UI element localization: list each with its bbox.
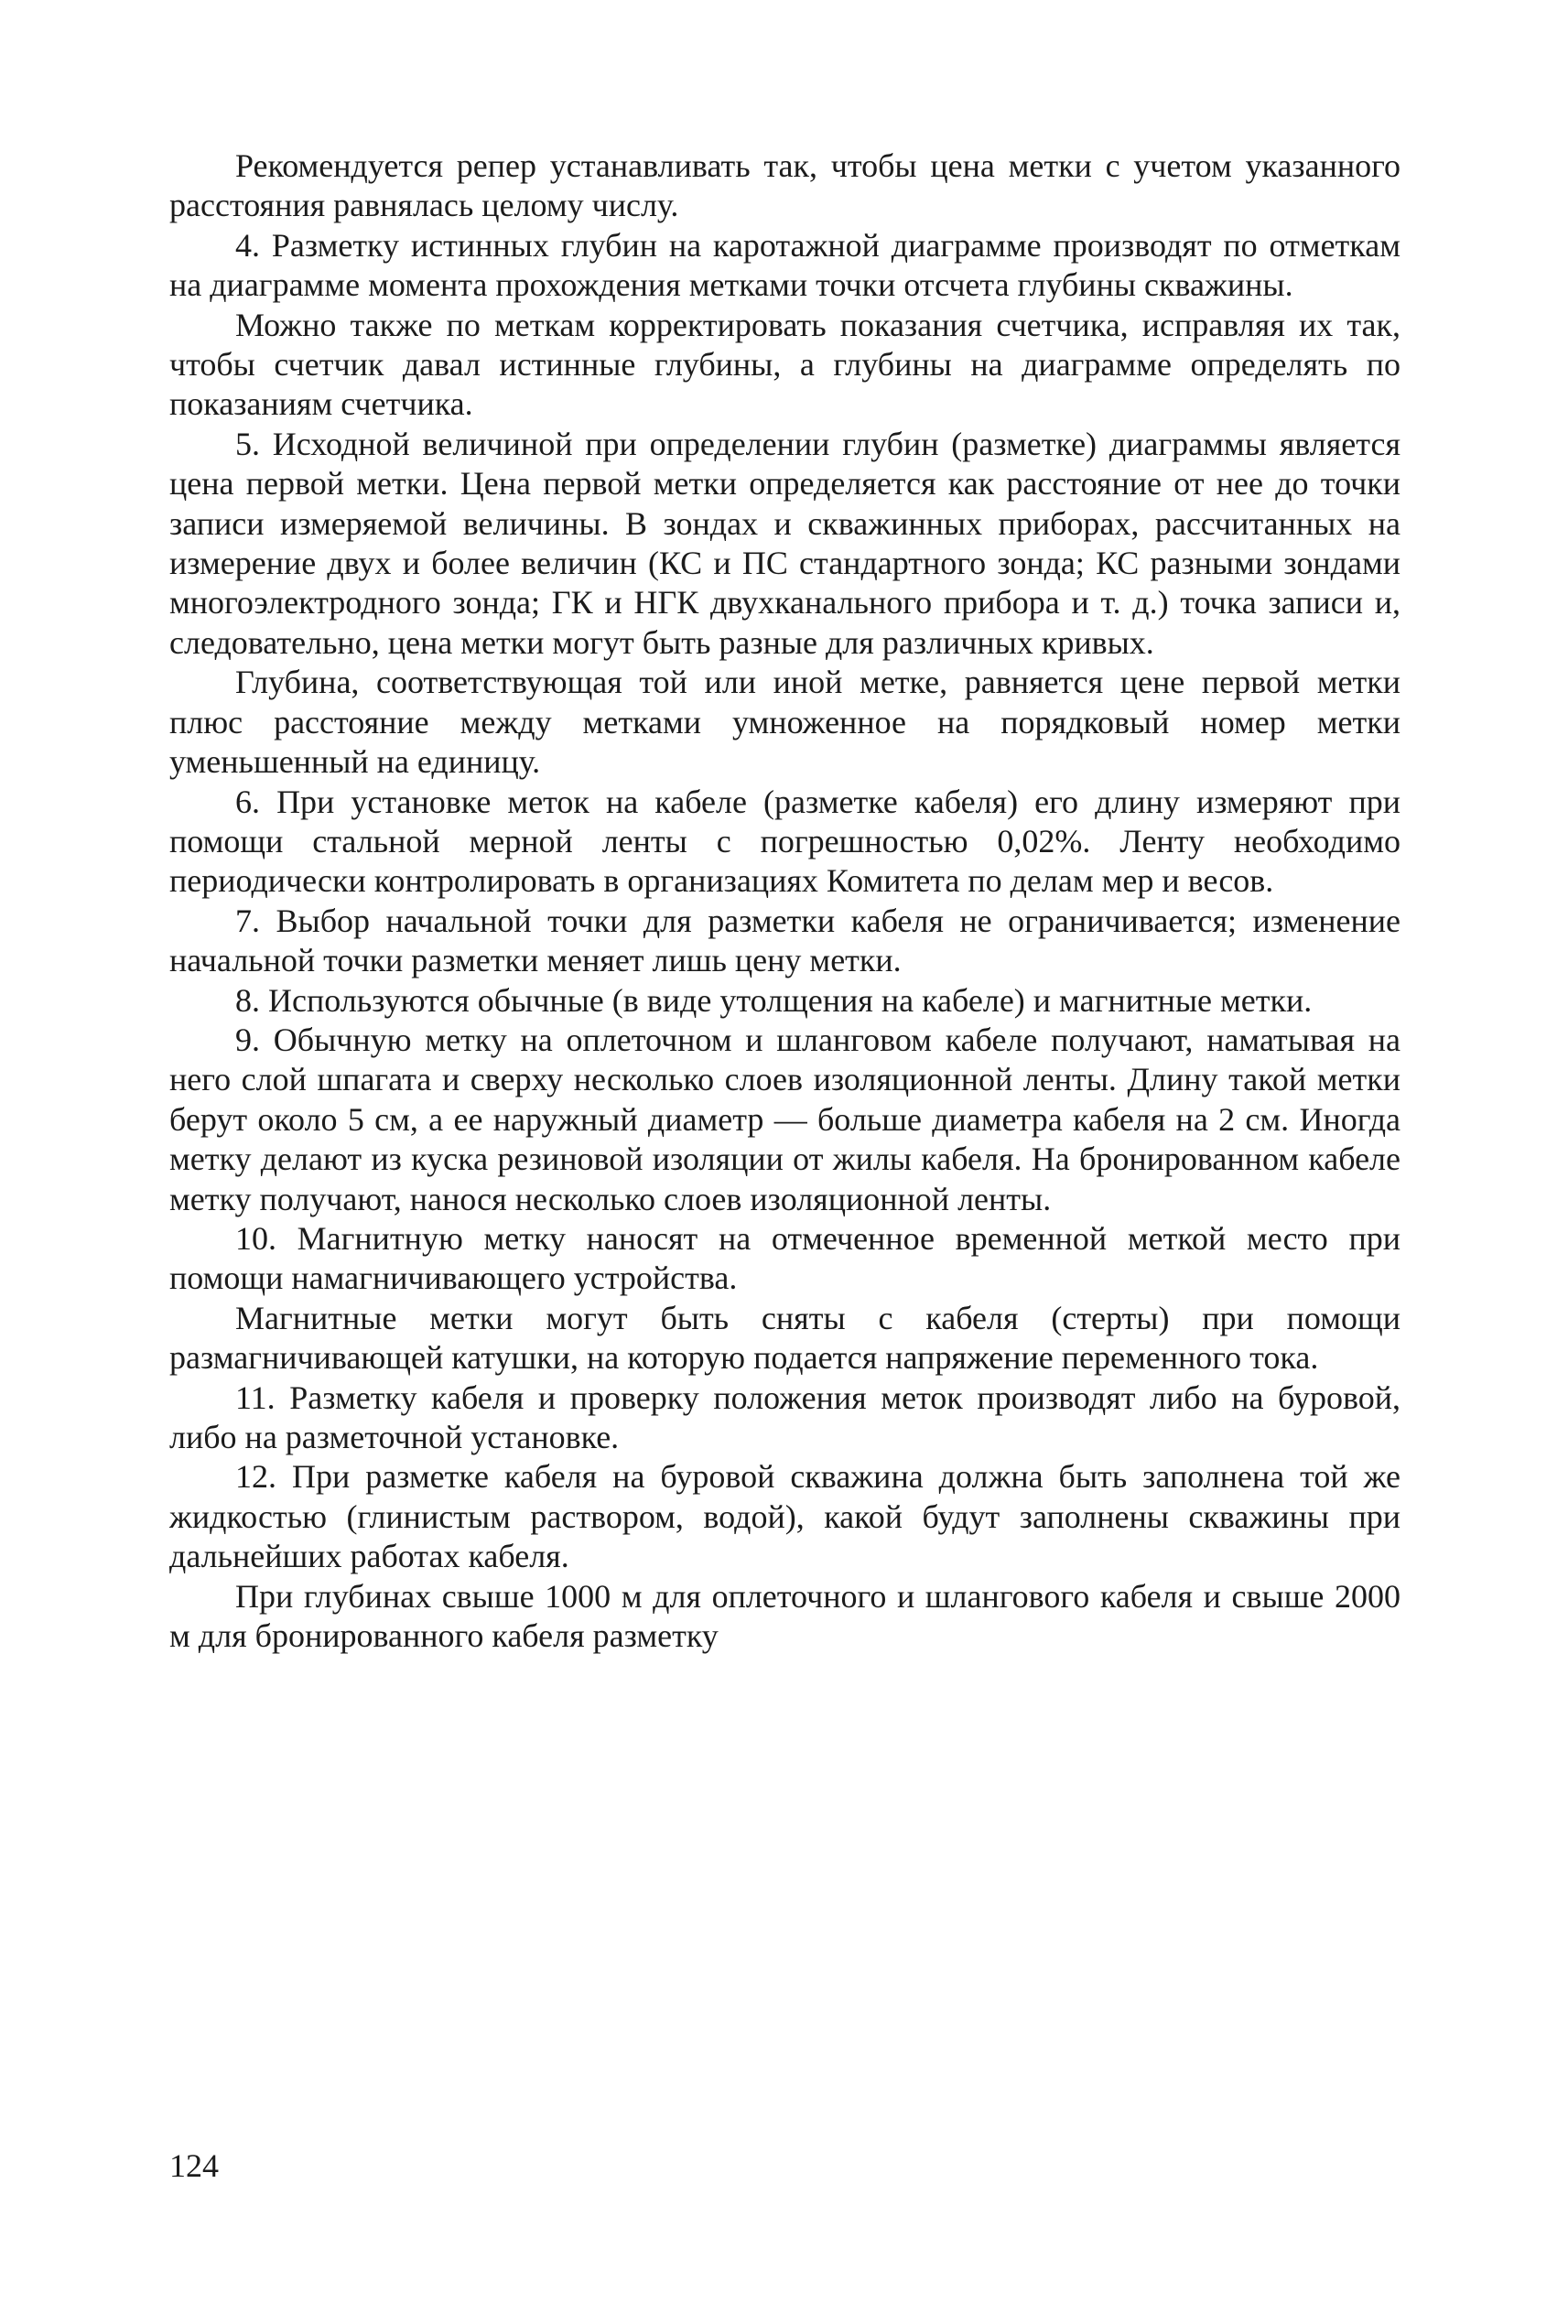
paragraph-10: 10. Магнитную метку наносят на отмеченное временной меткой место при помощи намагничивающего устройства. — [169, 1219, 1400, 1297]
paragraph-3: Можно также по меткам корректировать показания счетчика, исправляя их так, чтобы счетчик давал истинные глубины, а глубины на диаграмме определять по показаниям счетчика. — [169, 306, 1400, 423]
paragraph-8: 8. Используются обычные (в виде утолщения на кабеле) и магнитные метки. — [235, 981, 1313, 1019]
paragraph-14: При глубинах свыше 1000 м для оплеточного и шлангового кабеля и свыше 2000 м для бронированного кабеля разметку — [169, 1577, 1400, 1655]
paragraph-13: 12. При разметке кабеля на буровой скважина должна быть заполнена той же жидкостью (глинистым раствором, водой), какой будут заполнены скважины при дальнейших работах кабеля. — [169, 1458, 1400, 1575]
paragraph-9: 9. Обычную метку на оплеточном и шланговом кабеле получают, наматывая на него слой шпагата и сверху несколько слоев изоляционной ленты. Длину такой метки берут около 5 см, а ее наружный диаметр — больше диаметра кабеля на 2 см. Иногда метку делают из куска резиновой изоляции от жилы кабеля. На бронированном кабеле метку получают, нанося несколько слоев изоляционной ленты. — [169, 1021, 1400, 1217]
paragraph-4: 5. Исходной величиной при определении глубин (разметке) диаграммы является цена первой метки. Цена первой метки определяется как расстояние от нее до точки записи измеряемой величины. В зондах и скважинных приборах, рассчитанных на измерение двух и более величин (КС и ПС стандартного зонда; КС разными зондами многоэлектродного зонда; ГК и НГК двухканального прибора и т. д.) точка записи и, следовательно, цена метки могут быть разные для различных кривых. — [169, 425, 1400, 661]
paragraph-5: Глубина, соответствующая той или иной метке, равняется цене первой метки плюс расстояние между метками умноженное на порядковый номер метки уменьшенный на единицу. — [169, 664, 1400, 781]
page-number: 124 — [169, 2147, 219, 2184]
paragraph-2: 4. Разметку истинных глубин на каротажной диаграмме производят по отметкам на диаграмме момента прохождения метками точки отсчета глубины скважины. — [169, 226, 1400, 304]
page-body — [169, 146, 1400, 1656]
paragraph-7: 7. Выбор начальной точки для разметки кабеля не ограничивается; изменение начальной точки разметки меняет лишь цену метки. — [169, 902, 1400, 979]
paragraph-6: 6. При установке меток на кабеле (разметке кабеля) его длину измеряют при помощи стальной мерной ленты с погрешностью 0,02%. Ленту необходимо периодически контролировать в организациях Комитета по делам мер и весов. — [169, 783, 1400, 900]
paragraph-1: Рекомендуется репер устанавливать так, чтобы цена метки с учетом указанного расстояния равнялась целому числу. — [169, 147, 1400, 224]
paragraph-11: Магнитные метки могут быть сняты с кабеля (стерты) при помощи размагничивающей катушки, на которую подается напряжение переменного тока. — [169, 1299, 1400, 1377]
paragraph-12: 11. Разметку кабеля и проверку положения меток производят либо на буровой, либо на разметочной установке. — [169, 1378, 1400, 1455]
